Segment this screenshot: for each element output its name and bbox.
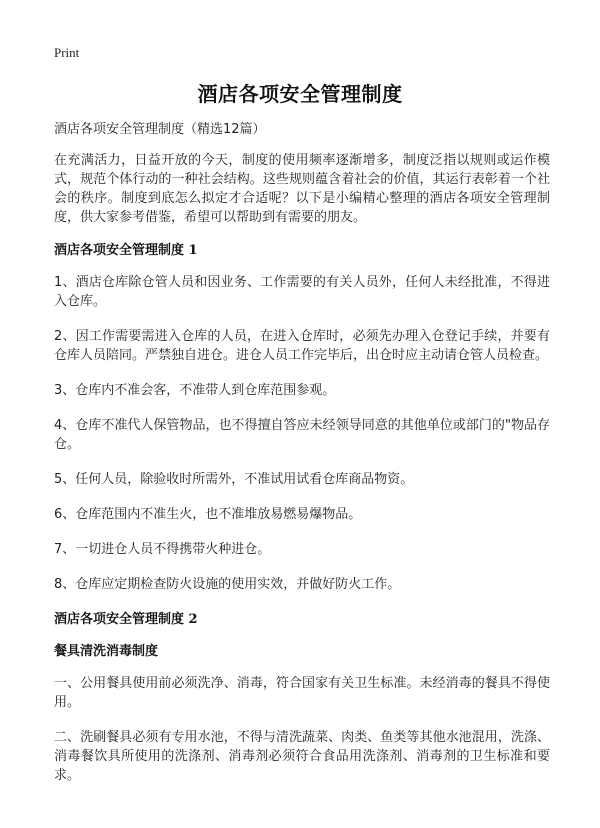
section2-subheading: 餐具清洗消毒制度 <box>54 644 159 659</box>
section1-item: 6、仓库范围内不准生火，也不准堆放易燃易爆物品。 <box>54 507 362 522</box>
section1-item: 5、任何人员，除验收时所需外，不准试用试看仓库商品物资。 <box>54 472 414 487</box>
print-link[interactable]: Print <box>54 45 80 60</box>
section1-item: 7、一切进仓人员不得携带火种进仓。 <box>54 542 271 557</box>
document-subtitle: 酒店各项安全管理制度（精选12篇） <box>54 122 266 137</box>
section1-item: 4、仓库不准代人保管物品，也不得擅自答应未经领导同意的其他单位或部门的"物品存仓。 <box>54 418 550 452</box>
section1-item: 3、仓库内不准会客，不准带人到仓库范围参观。 <box>54 383 336 398</box>
document-title: 酒店各项安全管理制度 <box>197 82 403 106</box>
section1-item: 8、仓库应定期检查防火设施的使用实效，并做好防火工作。 <box>54 577 401 592</box>
section1-item: 1、酒店仓库除仓管人员和因业务、工作需要的有关人员外，任何人未经批准，不得进入仓库。 <box>54 275 550 309</box>
section2-item: 二、洗刷餐具必须有专用水池，不得与清洗蔬菜、肉类、鱼类等其他水池混用，洗涤、消毒餐饮具所使用的洗涤剂、消毒剂必须符合食品用洗涤剂、消毒剂的卫生标准和要求。 <box>54 730 550 783</box>
document-body <box>54 120 550 801</box>
intro-paragraph: 在充满活力，日益开放的今天，制度的使用频率逐渐增多，制度泛指以规则或运作模式，规范个体行动的一种社会结构。这些规则蕴含着社会的价值，其运行表彰着一个社会的秩序。制度到底怎么拟定才合适呢？以下是小编精心整理的酒店各项安全管理制度，供大家参考借鉴，希望可以帮助到有需要的朋友。 <box>54 153 550 225</box>
section2-item: 一、公用餐具使用前必须洗净、消毒，符合国家有关卫生标准。未经消毒的餐具不得使用。 <box>54 676 550 710</box>
section1-item: 2、因工作需要需进入仓库的人员，在进入仓库时，必须先办理入仓登记手续，并要有仓库人员陪同。严禁独自进仓。进仓人员工作完毕后，出仓时应主动请仓管人员检查。 <box>54 329 550 363</box>
section-heading-1: 酒店各项安全管理制度 1 <box>54 243 198 258</box>
section-heading-2: 酒店各项安全管理制度 2 <box>54 612 198 627</box>
